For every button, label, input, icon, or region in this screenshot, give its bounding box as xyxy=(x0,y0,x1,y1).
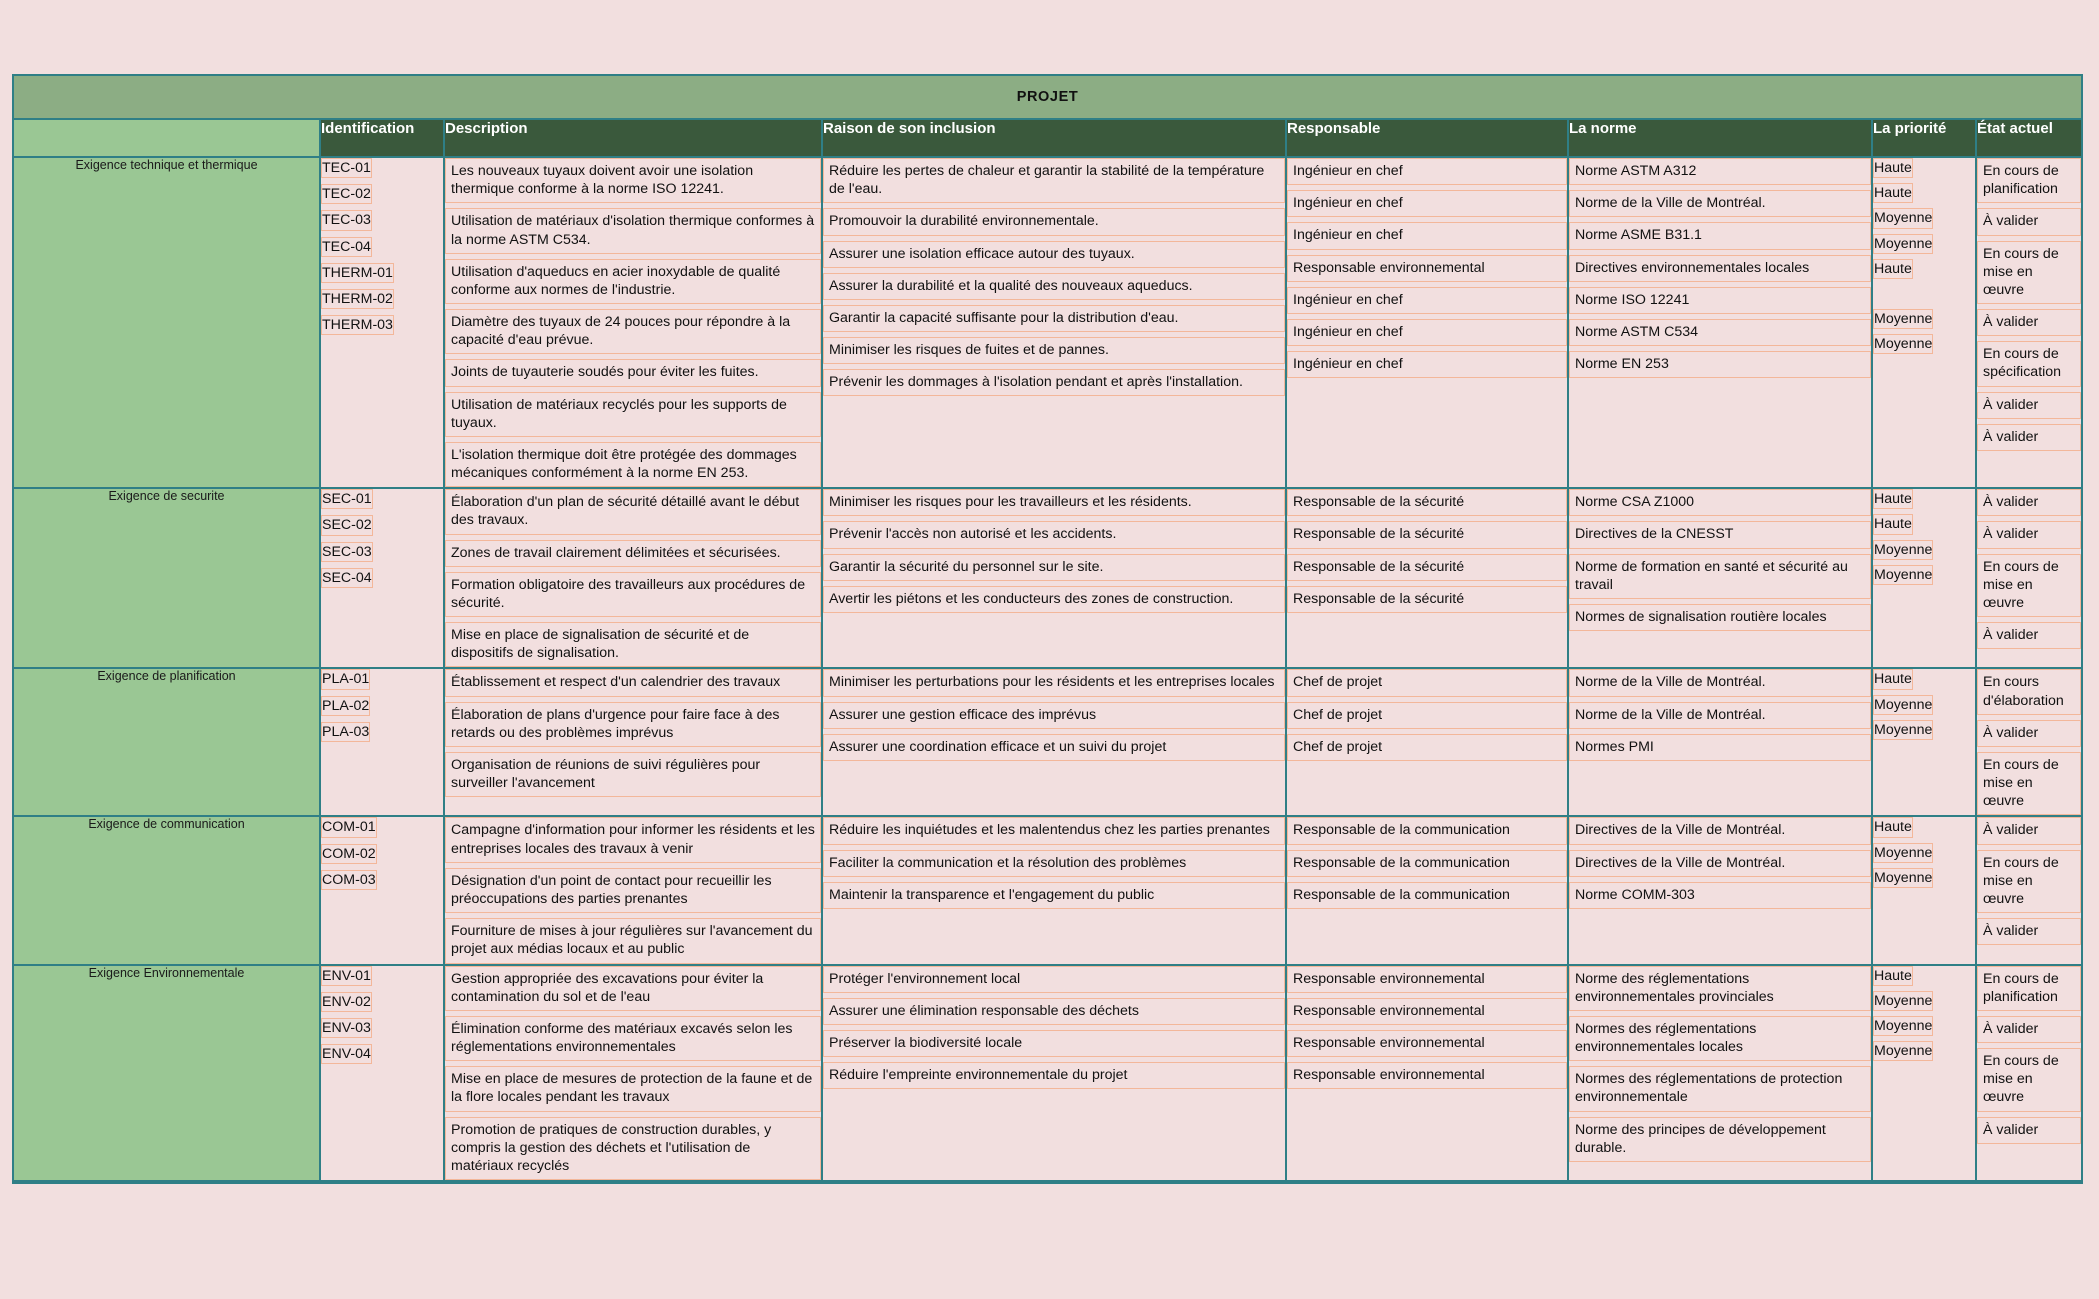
cell-priorite xyxy=(1872,965,1976,1182)
responsable-chip[interactable]: Ingénieur en chef xyxy=(1287,351,1567,378)
priorite-chip[interactable]: Moyenne xyxy=(1873,843,1933,863)
responsable-chip[interactable]: Ingénieur en chef xyxy=(1287,287,1567,314)
identification-chip[interactable]: ENV-04 xyxy=(321,1044,372,1064)
cell-etat xyxy=(1976,157,2081,488)
responsable-chip[interactable]: Chef de projet xyxy=(1287,734,1567,761)
description-chip[interactable]: Mise en place de mesures de protection de la faune et de la flore locales pendant les travaux xyxy=(445,1066,821,1111)
responsable-chip[interactable]: Chef de projet xyxy=(1287,669,1567,696)
etat-chip[interactable]: En cours d'élaboration xyxy=(1977,669,2081,714)
cell-priorite xyxy=(1872,816,1976,964)
norme-chip[interactable]: Norme ASTM A312 xyxy=(1569,158,1871,185)
reason-chip[interactable]: Préserver la biodiversité locale xyxy=(823,1030,1285,1057)
priorite-chip[interactable]: Haute xyxy=(1873,669,1913,689)
priorite-chip[interactable]: Moyenne xyxy=(1873,1016,1933,1036)
table-row xyxy=(14,668,2081,816)
responsable-chip[interactable]: Responsable environnemental xyxy=(1287,1062,1567,1089)
description-chip[interactable]: Zones de travail clairement délimitées et sécurisées. xyxy=(445,540,821,567)
responsable-chip[interactable]: Responsable environnemental xyxy=(1287,255,1567,282)
norme-chip[interactable]: Norme CSA Z1000 xyxy=(1569,489,1871,516)
responsable-chip[interactable]: Responsable de la communication xyxy=(1287,882,1567,909)
etat-chip[interactable]: À valider xyxy=(1977,521,2081,548)
responsable-chip[interactable]: Ingénieur en chef xyxy=(1287,222,1567,249)
reason-chip[interactable]: Minimiser les risques pour les travailleurs et les résidents. xyxy=(823,489,1285,516)
etat-chip[interactable]: En cours de mise en œuvre xyxy=(1977,554,2081,618)
priorite-chip[interactable]: Moyenne xyxy=(1873,540,1933,560)
cell-etat xyxy=(1976,816,2081,964)
reason-chip[interactable]: Assurer une isolation efficace autour des tuyaux. xyxy=(823,241,1285,268)
priorite-chip[interactable]: Moyenne xyxy=(1873,1041,1933,1061)
priorite-chip[interactable]: Haute xyxy=(1873,489,1913,509)
etat-chip[interactable]: À valider xyxy=(1977,918,2081,945)
description-chip[interactable]: Joints de tuyauterie soudés pour éviter les fuites. xyxy=(445,359,821,386)
norme-chip[interactable]: Norme de la Ville de Montréal. xyxy=(1569,669,1871,696)
etat-chip[interactable]: À valider xyxy=(1977,1016,2081,1043)
norme-chip[interactable]: Norme COMM-303 xyxy=(1569,882,1871,909)
table-row xyxy=(14,816,2081,964)
norme-chip[interactable]: Normes PMI xyxy=(1569,734,1871,761)
responsable-chip[interactable]: Responsable environnemental xyxy=(1287,966,1567,993)
identification-chip[interactable]: THERM-03 xyxy=(321,315,394,335)
description-chip[interactable]: Mise en place de signalisation de sécurité et de dispositifs de signalisation. xyxy=(445,622,821,667)
header-priorite[interactable]: La priorité xyxy=(1872,119,1976,157)
etat-chip[interactable]: En cours de mise en œuvre xyxy=(1977,752,2081,816)
description-chip[interactable]: Gestion appropriée des excavations pour éviter la contamination du sol et de l'eau xyxy=(445,966,821,1011)
etat-chip[interactable]: À valider xyxy=(1977,424,2081,451)
identification-chip[interactable]: ENV-02 xyxy=(321,992,372,1012)
reason-chip[interactable]: Promouvoir la durabilité environnementale. xyxy=(823,208,1285,235)
header-identification[interactable]: Identification xyxy=(320,119,444,157)
identification-chip[interactable]: TEC-01 xyxy=(321,158,372,178)
identification-chip[interactable]: PLA-02 xyxy=(321,696,370,716)
priorite-chip[interactable]: Moyenne xyxy=(1873,991,1933,1011)
table-row xyxy=(14,965,2081,1182)
reason-chip[interactable]: Prévenir les dommages à l'isolation pendant et après l'installation. xyxy=(823,369,1285,396)
norme-chip[interactable]: Norme ASME B31.1 xyxy=(1569,222,1871,249)
cell-priorite xyxy=(1872,668,1976,816)
etat-chip[interactable]: En cours de planification xyxy=(1977,966,2081,1011)
table-row xyxy=(14,488,2081,668)
cell-description xyxy=(444,668,822,816)
cell-etat xyxy=(1976,668,2081,816)
reason-chip[interactable]: Faciliter la communication et la résolution des problèmes xyxy=(823,850,1285,877)
identification-chip[interactable]: COM-03 xyxy=(321,870,377,890)
etat-chip[interactable]: À valider xyxy=(1977,489,2081,516)
cell-norme xyxy=(1568,965,1872,1182)
etat-chip[interactable]: En cours de mise en œuvre xyxy=(1977,241,2081,305)
norme-chip[interactable]: Directives de la Ville de Montréal. xyxy=(1569,850,1871,877)
cell-identification xyxy=(320,965,444,1182)
reason-chip[interactable]: Garantir la sécurité du personnel sur le site. xyxy=(823,554,1285,581)
description-chip[interactable]: Fourniture de mises à jour régulières sur l'avancement du projet aux médias locaux et au public xyxy=(445,918,821,963)
reason-chip[interactable]: Réduire l'empreinte environnementale du projet xyxy=(823,1062,1285,1089)
cell-responsable xyxy=(1286,965,1568,1182)
reason-chip[interactable]: Assurer une coordination efficace et un suivi du projet xyxy=(823,734,1285,761)
priorite-chip[interactable] xyxy=(1873,284,1895,304)
reason-chip[interactable]: Réduire les pertes de chaleur et garantir la stabilité de la température de l'eau. xyxy=(823,158,1285,203)
responsable-chip[interactable]: Responsable de la sécurité xyxy=(1287,554,1567,581)
reason-chip[interactable]: Protéger l'environnement local xyxy=(823,966,1285,993)
norme-chip[interactable]: Norme des réglementations environnementales provinciales xyxy=(1569,966,1871,1011)
description-chip[interactable]: Utilisation de matériaux d'isolation thermique conformes à la norme ASTM C534. xyxy=(445,208,821,253)
priorite-chip[interactable]: Moyenne xyxy=(1873,334,1933,354)
cell-identification xyxy=(320,668,444,816)
responsable-chip[interactable]: Chef de projet xyxy=(1287,702,1567,729)
cell-reason xyxy=(822,965,1286,1182)
cell-priorite xyxy=(1872,488,1976,668)
header-description[interactable]: Description xyxy=(444,119,822,157)
identification-chip[interactable]: TEC-03 xyxy=(321,210,372,230)
description-chip[interactable]: Diamètre des tuyaux de 24 pouces pour répondre à la capacité d'eau prévue. xyxy=(445,309,821,354)
etat-chip[interactable]: En cours de spécification xyxy=(1977,341,2081,386)
etat-chip[interactable]: À valider xyxy=(1977,817,2081,844)
requirements-matrix xyxy=(12,74,2083,1184)
priorite-chip[interactable]: Moyenne xyxy=(1873,234,1933,254)
responsable-chip[interactable]: Responsable de la sécurité xyxy=(1287,521,1567,548)
norme-chip[interactable]: Norme de formation en santé et sécurité au travail xyxy=(1569,554,1871,599)
cell-reason xyxy=(822,157,1286,488)
cell-norme xyxy=(1568,157,1872,488)
matrix-table xyxy=(14,76,2081,1182)
row-category: Exigence de communication xyxy=(14,816,320,964)
reason-chip[interactable]: Prévenir l'accès non autorisé et les accidents. xyxy=(823,521,1285,548)
cell-norme xyxy=(1568,668,1872,816)
cell-priorite xyxy=(1872,157,1976,488)
norme-chip[interactable]: Directives environnementales locales xyxy=(1569,255,1871,282)
responsable-chip[interactable]: Responsable environnemental xyxy=(1287,998,1567,1025)
description-chip[interactable]: Désignation d'un point de contact pour recueillir les préoccupations des parties prenantes xyxy=(445,868,821,913)
cell-identification xyxy=(320,157,444,488)
identification-chip[interactable]: ENV-03 xyxy=(321,1018,372,1038)
responsable-chip[interactable]: Ingénieur en chef xyxy=(1287,158,1567,185)
identification-chip[interactable]: PLA-03 xyxy=(321,722,370,742)
cell-responsable xyxy=(1286,488,1568,668)
reason-chip[interactable]: Minimiser les perturbations pour les résidents et les entreprises locales xyxy=(823,669,1285,696)
norme-chip[interactable]: Norme ISO 12241 xyxy=(1569,287,1871,314)
header-responsable[interactable]: Responsable xyxy=(1286,119,1568,157)
responsable-chip[interactable]: Responsable de la communication xyxy=(1287,817,1567,844)
table-body xyxy=(14,157,2081,1181)
identification-chip[interactable]: SEC-03 xyxy=(321,542,373,562)
priorite-chip[interactable]: Moyenne xyxy=(1873,309,1933,329)
cell-responsable xyxy=(1286,816,1568,964)
norme-chip[interactable]: Norme ASTM C534 xyxy=(1569,319,1871,346)
etat-chip[interactable]: À valider xyxy=(1977,622,2081,649)
priorite-chip[interactable]: Moyenne xyxy=(1873,695,1933,715)
norme-chip[interactable]: Norme des principes de développement durable. xyxy=(1569,1117,1871,1162)
norme-chip[interactable]: Normes des réglementations environnementales locales xyxy=(1569,1016,1871,1061)
cell-description xyxy=(444,488,822,668)
cell-responsable xyxy=(1286,157,1568,488)
description-chip[interactable]: Établissement et respect d'un calendrier des travaux xyxy=(445,669,821,696)
etat-chip[interactable]: En cours de mise en œuvre xyxy=(1977,850,2081,914)
row-category: Exigence de securite xyxy=(14,488,320,668)
norme-chip[interactable]: Directives de la Ville de Montréal. xyxy=(1569,817,1871,844)
reason-chip[interactable]: Réduire les inquiétudes et les malentendus chez les parties prenantes xyxy=(823,817,1285,844)
identification-chip[interactable]: PLA-01 xyxy=(321,669,370,689)
reason-chip[interactable]: Assurer une gestion efficace des imprévus xyxy=(823,702,1285,729)
identification-chip[interactable]: TEC-04 xyxy=(321,237,372,257)
etat-chip[interactable]: En cours de planification xyxy=(1977,158,2081,203)
identification-chip[interactable]: THERM-02 xyxy=(321,289,394,309)
description-chip[interactable]: Élaboration d'un plan de sécurité détaillé avant le début des travaux. xyxy=(445,489,821,534)
identification-chip[interactable]: SEC-02 xyxy=(321,515,373,535)
norme-chip[interactable]: Directives de la CNESST xyxy=(1569,521,1871,548)
identification-chip[interactable]: SEC-01 xyxy=(321,489,373,509)
description-chip[interactable]: Promotion de pratiques de construction durables, y compris la gestion des déchets et l'utilisation de matériaux recyclés xyxy=(445,1117,821,1181)
description-chip[interactable]: Formation obligatoire des travailleurs aux procédures de sécurité. xyxy=(445,572,821,617)
responsable-chip[interactable]: Responsable de la sécurité xyxy=(1287,489,1567,516)
identification-chip[interactable]: ENV-01 xyxy=(321,966,372,986)
etat-chip[interactable]: À valider xyxy=(1977,392,2081,419)
norme-chip[interactable]: Norme de la Ville de Montréal. xyxy=(1569,190,1871,217)
header-etat[interactable]: État actuel xyxy=(1976,119,2081,157)
cell-reason xyxy=(822,816,1286,964)
responsable-chip[interactable]: Responsable de la communication xyxy=(1287,850,1567,877)
row-category: Exigence technique et thermique xyxy=(14,157,320,488)
table-head xyxy=(14,76,2081,157)
reason-chip[interactable]: Maintenir la transparence et l'engagement du public xyxy=(823,882,1285,909)
description-chip[interactable]: Campagne d'information pour informer les résidents et les entreprises locales des travaux à venir xyxy=(445,817,821,862)
responsable-chip[interactable]: Responsable environnemental xyxy=(1287,1030,1567,1057)
header-reason[interactable]: Raison de son inclusion xyxy=(822,119,1286,157)
etat-chip[interactable]: À valider xyxy=(1977,309,2081,336)
etat-chip[interactable]: En cours de mise en œuvre xyxy=(1977,1048,2081,1112)
description-chip[interactable]: Élimination conforme des matériaux excavés selon les réglementations environnementales xyxy=(445,1016,821,1061)
description-chip[interactable]: Élaboration de plans d'urgence pour faire face à des retards ou des problèmes imprévus xyxy=(445,702,821,747)
column-header-row xyxy=(14,119,2081,157)
priorite-chip[interactable]: Haute xyxy=(1873,817,1913,837)
description-chip[interactable]: Les nouveaux tuyaux doivent avoir une isolation thermique conforme à la norme ISO 12241. xyxy=(445,158,821,203)
reason-chip[interactable]: Assurer la durabilité et la qualité des nouveaux aqueducs. xyxy=(823,273,1285,300)
cell-identification xyxy=(320,816,444,964)
priorite-chip[interactable]: Haute xyxy=(1873,183,1913,203)
cell-responsable xyxy=(1286,668,1568,816)
project-title: PROJET xyxy=(14,76,2081,119)
description-chip[interactable]: L'isolation thermique doit être protégée des dommages mécaniques conformément à la norme EN 253. xyxy=(445,442,821,487)
identification-chip[interactable]: TEC-02 xyxy=(321,184,372,204)
etat-chip[interactable]: À valider xyxy=(1977,208,2081,235)
description-chip[interactable]: Utilisation de matériaux recyclés pour les supports de tuyaux. xyxy=(445,392,821,437)
identification-chip[interactable]: COM-01 xyxy=(321,817,377,837)
priorite-chip[interactable]: Haute xyxy=(1873,514,1913,534)
cell-etat xyxy=(1976,488,2081,668)
etat-chip[interactable]: À valider xyxy=(1977,1117,2081,1144)
priorite-chip[interactable]: Haute xyxy=(1873,158,1913,178)
description-chip[interactable]: Organisation de réunions de suivi régulières pour surveiller l'avancement xyxy=(445,752,821,797)
cell-norme xyxy=(1568,488,1872,668)
identification-chip[interactable]: COM-02 xyxy=(321,844,377,864)
cell-reason xyxy=(822,668,1286,816)
reason-chip[interactable]: Assurer une élimination responsable des déchets xyxy=(823,998,1285,1025)
cell-reason xyxy=(822,488,1286,668)
reason-chip[interactable]: Minimiser les risques de fuites et de pannes. xyxy=(823,337,1285,364)
reason-chip[interactable]: Garantir la capacité suffisante pour la distribution d'eau. xyxy=(823,305,1285,332)
header-category-blank xyxy=(14,119,320,157)
norme-chip[interactable]: Norme EN 253 xyxy=(1569,351,1871,378)
priorite-chip[interactable]: Moyenne xyxy=(1873,868,1933,888)
priorite-chip[interactable]: Haute xyxy=(1873,966,1913,986)
cell-description xyxy=(444,965,822,1182)
responsable-chip[interactable]: Responsable de la sécurité xyxy=(1287,586,1567,613)
identification-chip[interactable]: SEC-04 xyxy=(321,568,373,588)
reason-chip[interactable]: Avertir les piétons et les conducteurs des zones de construction. xyxy=(823,586,1285,613)
description-chip[interactable]: Utilisation d'aqueducs en acier inoxydable de qualité conforme aux normes de l'industrie. xyxy=(445,259,821,304)
norme-chip[interactable]: Norme de la Ville de Montréal. xyxy=(1569,702,1871,729)
cell-identification xyxy=(320,488,444,668)
norme-chip[interactable]: Normes des réglementations de protection environnementale xyxy=(1569,1066,1871,1111)
cell-etat xyxy=(1976,965,2081,1182)
identification-chip[interactable]: THERM-01 xyxy=(321,263,394,283)
etat-chip[interactable]: À valider xyxy=(1977,720,2081,747)
cell-norme xyxy=(1568,816,1872,964)
row-category: Exigence Environnementale xyxy=(14,965,320,1182)
responsable-chip[interactable]: Ingénieur en chef xyxy=(1287,319,1567,346)
responsable-chip[interactable]: Ingénieur en chef xyxy=(1287,190,1567,217)
cell-description xyxy=(444,816,822,964)
title-banner-row xyxy=(14,76,2081,119)
priorite-chip[interactable]: Haute xyxy=(1873,259,1913,279)
table-row xyxy=(14,157,2081,488)
priorite-chip[interactable]: Moyenne xyxy=(1873,720,1933,740)
priorite-chip[interactable]: Moyenne xyxy=(1873,208,1933,228)
cell-description xyxy=(444,157,822,488)
header-norme[interactable]: La norme xyxy=(1568,119,1872,157)
norme-chip[interactable]: Normes de signalisation routière locales xyxy=(1569,604,1871,631)
priorite-chip[interactable]: Moyenne xyxy=(1873,565,1933,585)
row-category: Exigence de planification xyxy=(14,668,320,816)
